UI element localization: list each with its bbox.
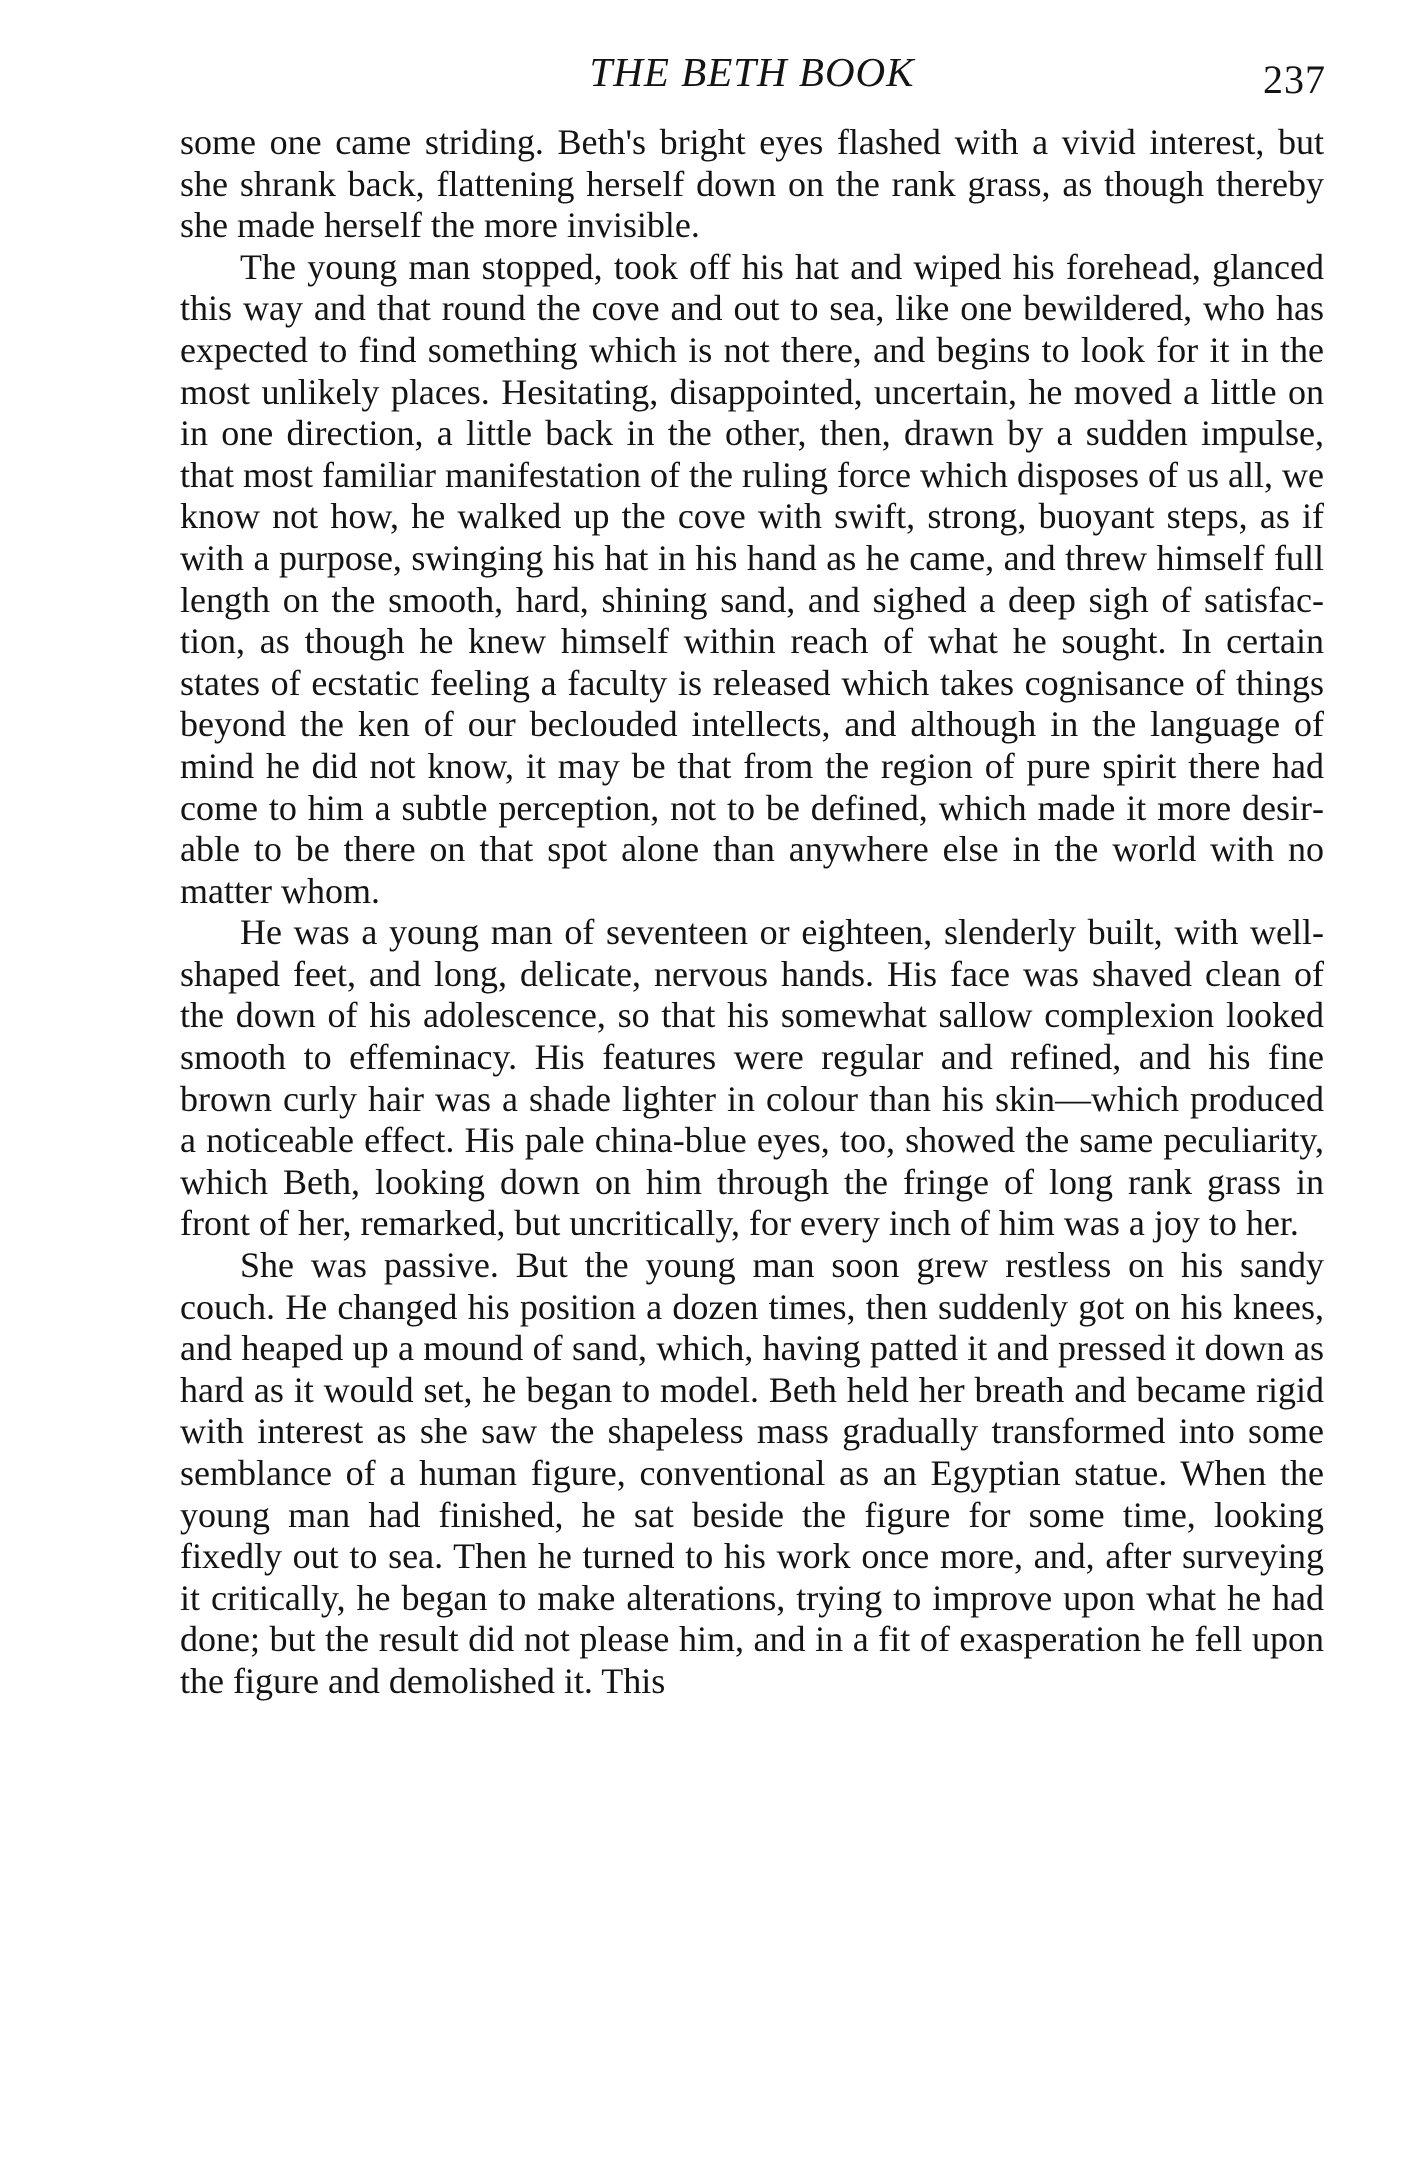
paragraph: The young man stopped, took off his hat and wiped his forehead, glanced this way and that round the cove and out to sea, like one bewildered, who has expected to find something which is not there, and begins to look for it in the most unlikely places. Hesitating, disappointed, uncertain, he moved a little on in one direction, a little back in the other, then, drawn by a sudden impulse, that most familiar manifestation of the ruling force which disposes of us all, we know not how, he walked up the cove with swift, strong, buoyant steps, as if with a purpose, swinging his hat in his hand as he came, and threw himself full length on the smooth, hard, shining sand, and sighed a deep sigh of satisfaction, as though he knew himself within reach of what he sought. In certain states of ecstatic feeling a faculty is released which takes cognisance of things beyond the ken of our beclouded intellects, and although in the language of mind he did not know, it may be that from the region of pure spirit there had come to him a subtle perception, not to be defined, which made it more desirable to be there on that spot alone than anywhere else in the world with no matter whom. bbox=[180, 246, 1324, 911]
running-title: THE BETH BOOK bbox=[589, 49, 915, 95]
running-head bbox=[178, 46, 1326, 102]
paragraph-continued: some one came striding. Beth's bright eyes flashed with a vivid interest, but she shrank back, flattening herself down on the rank grass, as though thereby she made herself the more invisible. bbox=[180, 122, 1324, 246]
paragraph: She was passive. But the young man soon grew restless on his sandy couch. He changed his position a dozen times, then suddenly got on his knees, and heaped up a mound of sand, which, having patted it and pressed it down as hard as it would set, he began to model. Beth held her breath and became rigid with interest as she saw the shapeless mass gradually transformed into some semblance of a human figure, conventional as an Egyptian statue. When the young man had finished, he sat beside the figure for some time, looking fixedly out to sea. Then he turned to his work once more, and, after surveying it critically, he began to make alterations, trying to improve upon what he had done; but the result did not please him, and in a fit of exasperation he fell upon the figure and demolished it. This bbox=[180, 1245, 1324, 1701]
body-text bbox=[180, 122, 1324, 1703]
page-number: 237 bbox=[1263, 57, 1326, 102]
paragraph: He was a young man of seventeen or eighteen, slenderly built, with well-shaped feet, and long, delicate, nervous hands. His face was shaved clean of the down of his adolescence, so that his somewhat sallow complexion looked smooth to effeminacy. His features were regular and refined, and his fine brown curly hair was a shade lighter in colour than his skin—which produced a noticeable effect. His pale china-blue eyes, too, showed the same peculiarity, which Beth, looking down on him through the fringe of long rank grass in front of her, remarked, but uncritically, for every inch of him was a joy to her. bbox=[180, 912, 1324, 1244]
